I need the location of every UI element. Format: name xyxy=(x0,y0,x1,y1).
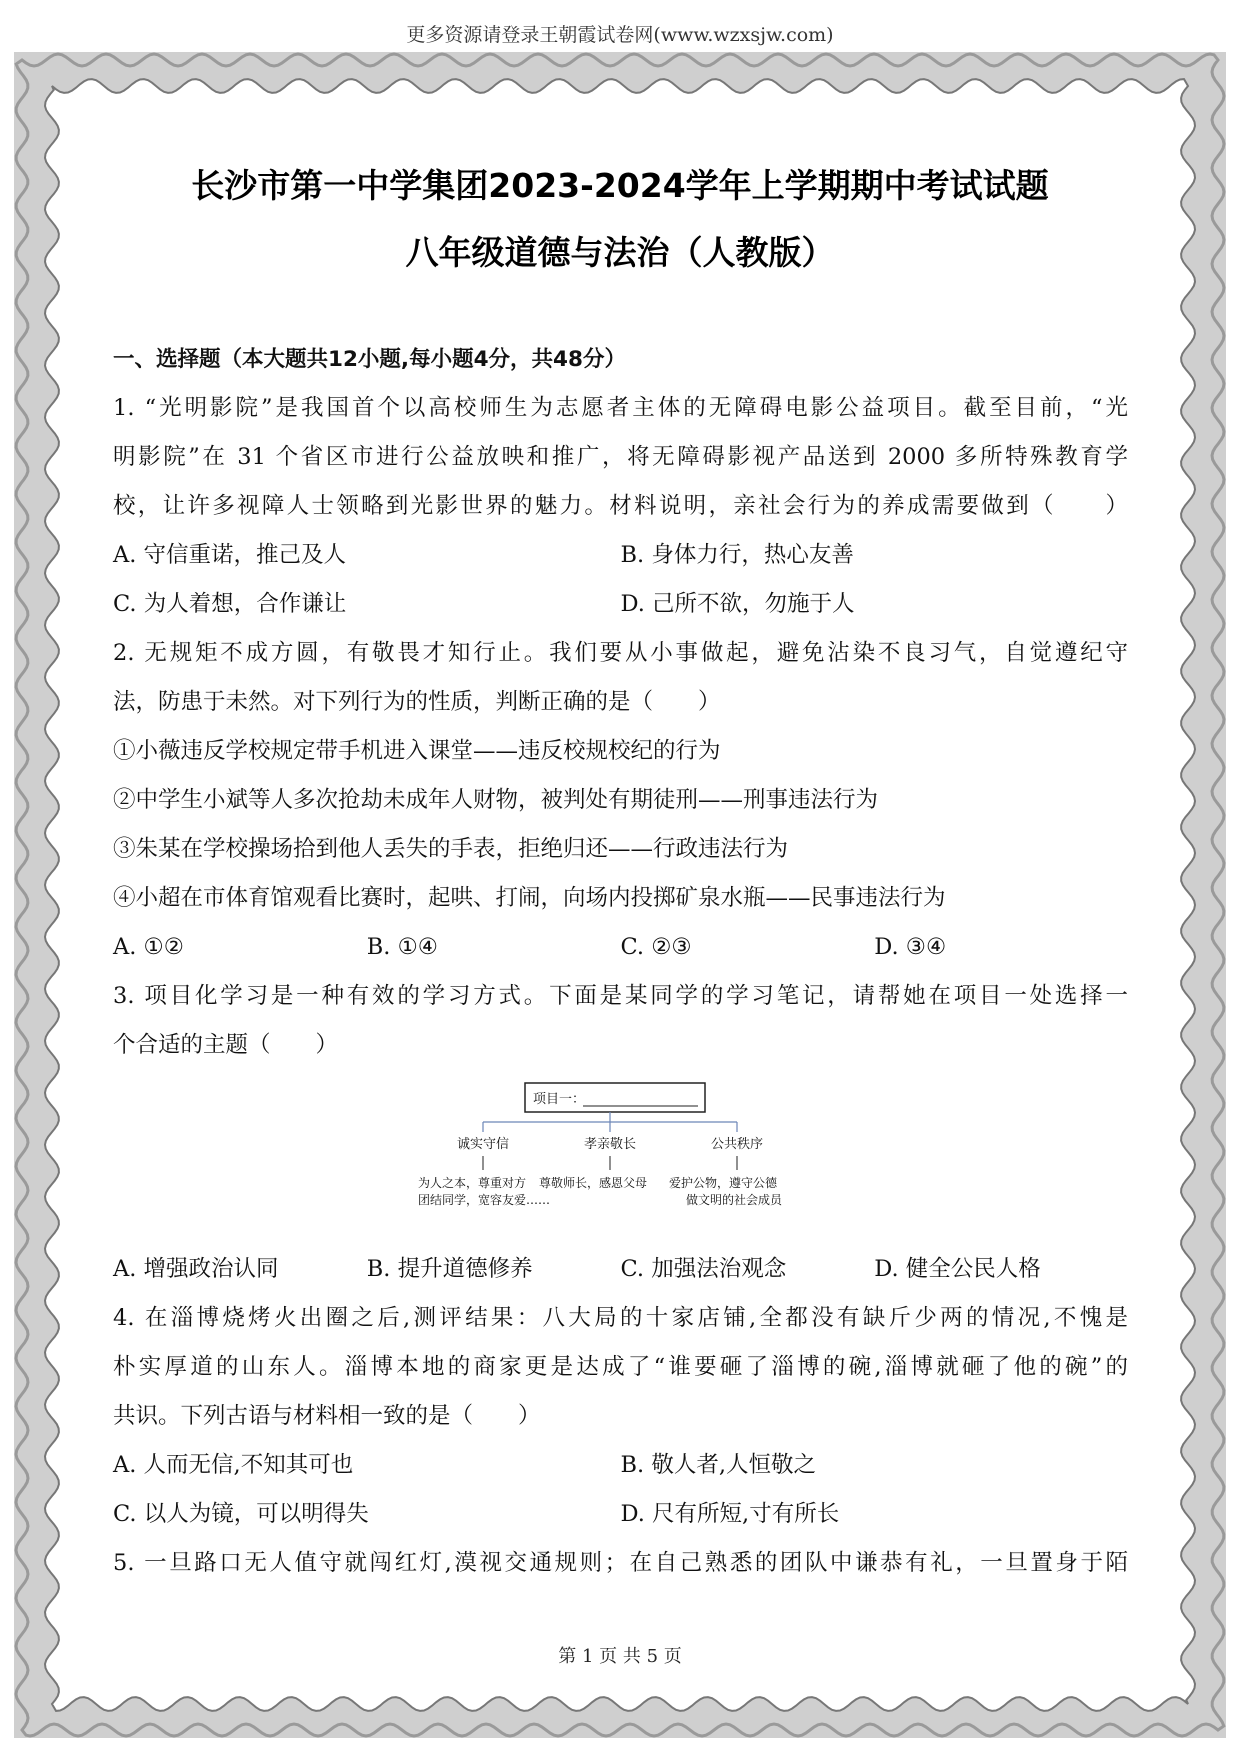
option-d: D. 健全公民人格 xyxy=(874,1256,1041,1282)
site-watermark-header: 更多资源请登录王朝霞试卷网(www.wzxsjw.com) xyxy=(406,24,834,46)
question-line: 明影院”在 31 个省区市进行公益放映和推广，将无障碍影视产品送到 2000 多所特殊教育学 xyxy=(113,444,1128,470)
question-line: 共识。下列古语与材料相一致的是（ ） xyxy=(113,1403,541,1429)
page-number: 第 1 页 共 5 页 xyxy=(558,1646,682,1667)
question-line: 校，让许多视障人士领略到光影世界的魅力。材料说明，亲社会行为的养成需要做到（ ） xyxy=(113,493,1128,519)
question-4 xyxy=(113,1294,1128,1539)
question-line: 个合适的主题（ ） xyxy=(113,1032,339,1058)
exam-content xyxy=(113,335,1128,1588)
option-b: B. 提升道德修养 xyxy=(366,1256,533,1282)
option-c: C. ②③ xyxy=(620,934,692,960)
options-row xyxy=(113,1245,1128,1294)
option-c: C. 加强法治观念 xyxy=(620,1256,787,1282)
options-row xyxy=(113,923,1128,972)
question-line: 3. 项目化学习是一种有效的学习方式。下面是某同学的学习笔记，请帮她在项目一处选择一 xyxy=(113,983,1128,1009)
question-line: 朴实厚道的山东人。淄博本地的商家更是达成了“谁要砸了淄博的碗,淄博就砸了他的碗”的 xyxy=(113,1354,1128,1380)
option-b: B. 敬人者,人恒敬之 xyxy=(620,1452,816,1478)
option-a: A. 增强政治认同 xyxy=(113,1256,279,1282)
exam-title: 长沙市第一中学集团2023-2024学年上学期期中考试试题 xyxy=(191,166,1049,205)
question-3 xyxy=(113,972,1128,1294)
option-b: B. 身体力行，热心友善 xyxy=(620,542,854,568)
branch-label: 孝亲敬长 xyxy=(583,1137,637,1152)
option-a: A. 人而无信,不知其可也 xyxy=(113,1452,354,1478)
question-5 xyxy=(113,1539,1128,1588)
option-d: D. 尺有所短,寸有所长 xyxy=(620,1501,840,1527)
statement-item: ④小超在市体育馆观看比赛时，起哄、打闹，向场内投掷矿泉水瓶——民事违法行为 xyxy=(113,885,946,911)
option-a: A. 守信重诺，推己及人 xyxy=(113,542,347,568)
project-box-label: 项目一： xyxy=(533,1092,586,1107)
option-d: D. 己所不欲，勿施于人 xyxy=(620,591,855,617)
exam-subtitle: 八年级道德与法治（人教版） xyxy=(405,233,835,272)
branch-desc: 为人之本，尊重对方 xyxy=(418,1176,527,1190)
options-row xyxy=(113,1441,1128,1490)
statement-item: ③朱某在学校操场拾到他人丢失的手表，拒绝归还——行政违法行为 xyxy=(113,836,789,862)
option-a: A. ①② xyxy=(113,934,184,960)
branch-desc: 做文明的社会成员 xyxy=(686,1193,783,1207)
question-line: 4. 在淄博烧烤火出圈之后,测评结果：八大局的十家店铺,全都没有缺斤少两的情况,不愧是 xyxy=(113,1305,1128,1331)
question-line: 1. “光明影院”是我国首个以高校师生为志愿者主体的无障碍电影公益项目。截至目前，“光 xyxy=(113,395,1128,421)
option-d: D. ③④ xyxy=(874,934,947,960)
project-mindmap-diagram xyxy=(113,1070,1128,1245)
option-c: C. 以人为镜，可以明得失 xyxy=(113,1501,369,1527)
section-heading: 一、选择题（本大题共12小题,每小题4分，共48分） xyxy=(113,347,626,372)
options-row xyxy=(113,580,1128,629)
options-row xyxy=(113,1490,1128,1539)
branch-desc: 尊敬师长，感恩父母 xyxy=(539,1176,648,1190)
options-row xyxy=(113,531,1128,580)
branch-label: 公共秩序 xyxy=(710,1137,764,1152)
question-line: 法，防患于未然。对下列行为的性质，判断正确的是（ ） xyxy=(113,689,721,715)
question-1 xyxy=(113,384,1128,629)
question-2 xyxy=(113,629,1128,972)
branch-desc: 团结同学，宽容友爱…… xyxy=(418,1193,551,1207)
question-line: 2. 无规矩不成方圆，有敬畏才知行止。我们要从小事做起，避免沾染不良习气，自觉遵纪守 xyxy=(113,640,1128,666)
statement-item: ①小薇违反学校规定带手机进入课堂——违反校规校纪的行为 xyxy=(113,738,721,764)
question-line: 5. 一旦路口无人值守就闯红灯,漠视交通规则；在自己熟悉的团队中谦恭有礼，一旦置身于陌 xyxy=(113,1550,1128,1576)
option-c: C. 为人着想，合作谦让 xyxy=(113,591,347,617)
option-b: B. ①④ xyxy=(366,934,438,960)
statement-item: ②中学生小斌等人多次抢劫未成年人财物，被判处有期徒刑——刑事违法行为 xyxy=(113,787,879,813)
branch-label: 诚实守信 xyxy=(456,1137,510,1152)
branch-desc: 爱护公物，遵守公德 xyxy=(669,1176,778,1190)
